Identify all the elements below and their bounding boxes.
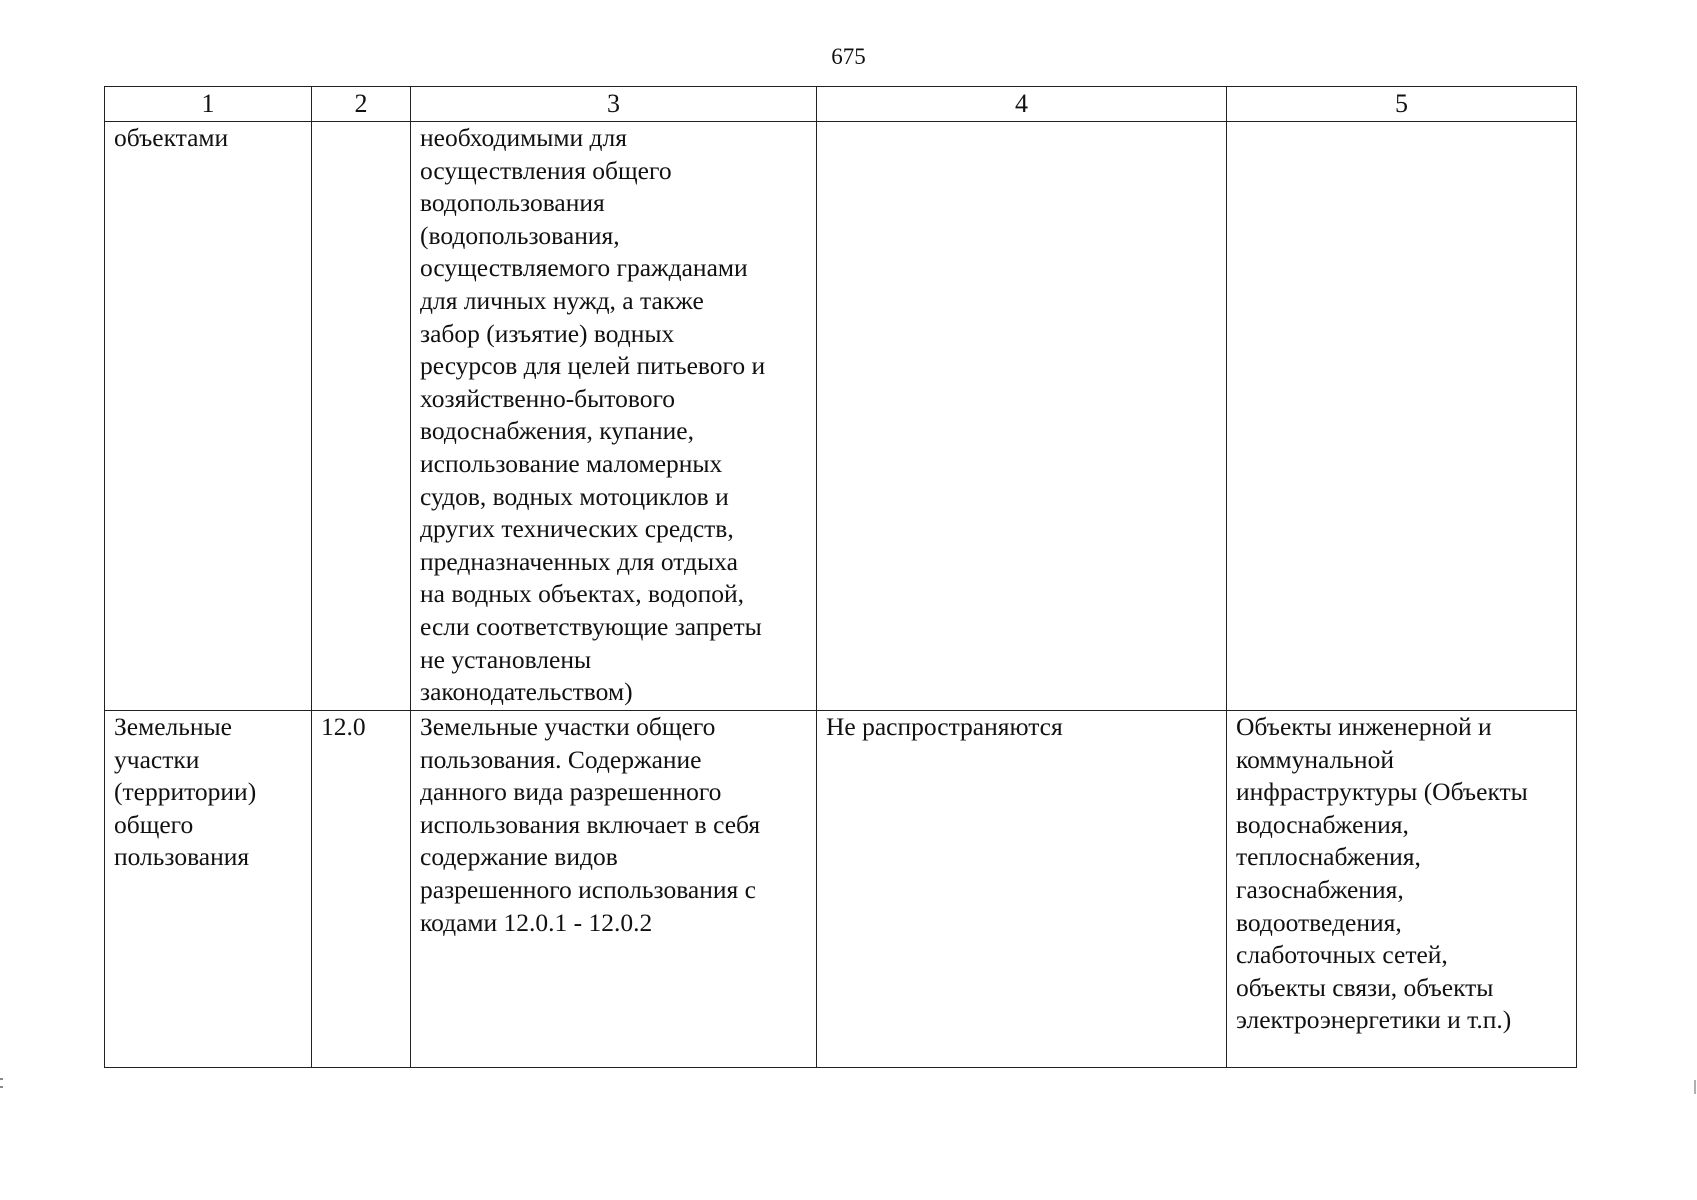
text-line: законодательством) bbox=[420, 677, 633, 707]
row1-col1-cell bbox=[105, 122, 312, 711]
table-row bbox=[105, 122, 1577, 711]
text-line: необходимыми для bbox=[420, 123, 627, 152]
text-line: ресурсов для целей питьевого и bbox=[420, 351, 766, 381]
text-line: Земельные bbox=[114, 712, 232, 741]
text-line: Объекты инженерной и bbox=[1236, 712, 1492, 741]
text-line: пользования. Содержание bbox=[420, 744, 702, 774]
column-header-2: 2 bbox=[312, 87, 411, 122]
text-line: (водопользования, bbox=[420, 220, 620, 250]
column-header-4: 4 bbox=[817, 87, 1227, 122]
row1-col5-cell bbox=[1227, 122, 1577, 711]
text-line: если соответствующие запреты bbox=[420, 611, 762, 641]
table-header-row bbox=[105, 87, 1577, 122]
text-line: использования включает в себя bbox=[420, 809, 761, 839]
row2-col3-cell bbox=[411, 711, 817, 1068]
text-line: кодами 12.0.1 - 12.0.2 bbox=[420, 907, 653, 937]
row2-col2-cell bbox=[312, 711, 411, 1068]
text-line: Земельные участки общего bbox=[420, 712, 716, 741]
text-line: водоснабжения, купание, bbox=[420, 416, 694, 446]
text-line: использование маломерных bbox=[420, 448, 723, 478]
row1-col3-cell bbox=[411, 122, 817, 711]
column-header-5: 5 bbox=[1227, 87, 1577, 122]
text-line: осуществления общего bbox=[420, 155, 672, 185]
text-line: теплоснабжения, bbox=[1236, 842, 1421, 872]
text-line: участки bbox=[114, 744, 200, 774]
scan-artifact-left bbox=[0, 1086, 3, 1088]
text-line: инфраструктуры (Объекты bbox=[1236, 777, 1528, 807]
row2-col5-cell bbox=[1227, 711, 1577, 1068]
text-line: (территории) bbox=[114, 777, 257, 807]
text-line: забор (изъятие) водных bbox=[420, 318, 675, 348]
text-line: содержание видов bbox=[420, 842, 618, 872]
document-table bbox=[104, 86, 1577, 1068]
text-line: водоснабжения, bbox=[1236, 809, 1409, 839]
text-line: не установлены bbox=[420, 644, 592, 674]
column-header-1: 1 bbox=[105, 87, 312, 122]
text-line: водопользования bbox=[420, 188, 605, 218]
text-line: предназначенных для отдыха bbox=[420, 546, 738, 576]
table-row bbox=[105, 711, 1577, 1068]
text-line: на водных объектах, водопой, bbox=[420, 579, 745, 609]
row2-col4-text: Не распространяются bbox=[826, 712, 1063, 741]
text-line: коммунальной bbox=[1236, 744, 1394, 774]
text-line: общего bbox=[114, 809, 194, 839]
text-line: водоотведения, bbox=[1236, 907, 1402, 937]
text-line: электроэнергетики и т.п.) bbox=[1236, 1005, 1512, 1035]
text-line: слаботочных сетей, bbox=[1236, 940, 1448, 970]
text-line: данного вида разрешенного bbox=[420, 777, 722, 807]
scan-artifact-right bbox=[1694, 1080, 1696, 1094]
scan-artifact-left bbox=[0, 1078, 3, 1080]
text-line: для личных нужд, а также bbox=[420, 285, 704, 315]
text-line: разрешенного использования с bbox=[420, 874, 756, 904]
row2-code: 12.0 bbox=[321, 712, 366, 741]
row2-col1-cell bbox=[105, 711, 312, 1068]
row2-col4-cell bbox=[817, 711, 1227, 1068]
text-line: газоснабжения, bbox=[1236, 874, 1404, 904]
page-number: 675 bbox=[831, 44, 866, 69]
row1-col4-cell bbox=[817, 122, 1227, 711]
text-line: хозяйственно-бытового bbox=[420, 383, 676, 413]
text-line: судов, водных мотоциклов и bbox=[420, 481, 729, 511]
text-line: объекты связи, объекты bbox=[1236, 972, 1494, 1002]
text-line: пользования bbox=[114, 842, 250, 872]
text-line: других технических средств, bbox=[420, 514, 734, 544]
text-line: осуществляемого гражданами bbox=[420, 253, 748, 283]
column-header-3: 3 bbox=[411, 87, 817, 122]
row1-col1-text: объектами bbox=[114, 123, 229, 152]
row1-col2-cell bbox=[312, 122, 411, 711]
